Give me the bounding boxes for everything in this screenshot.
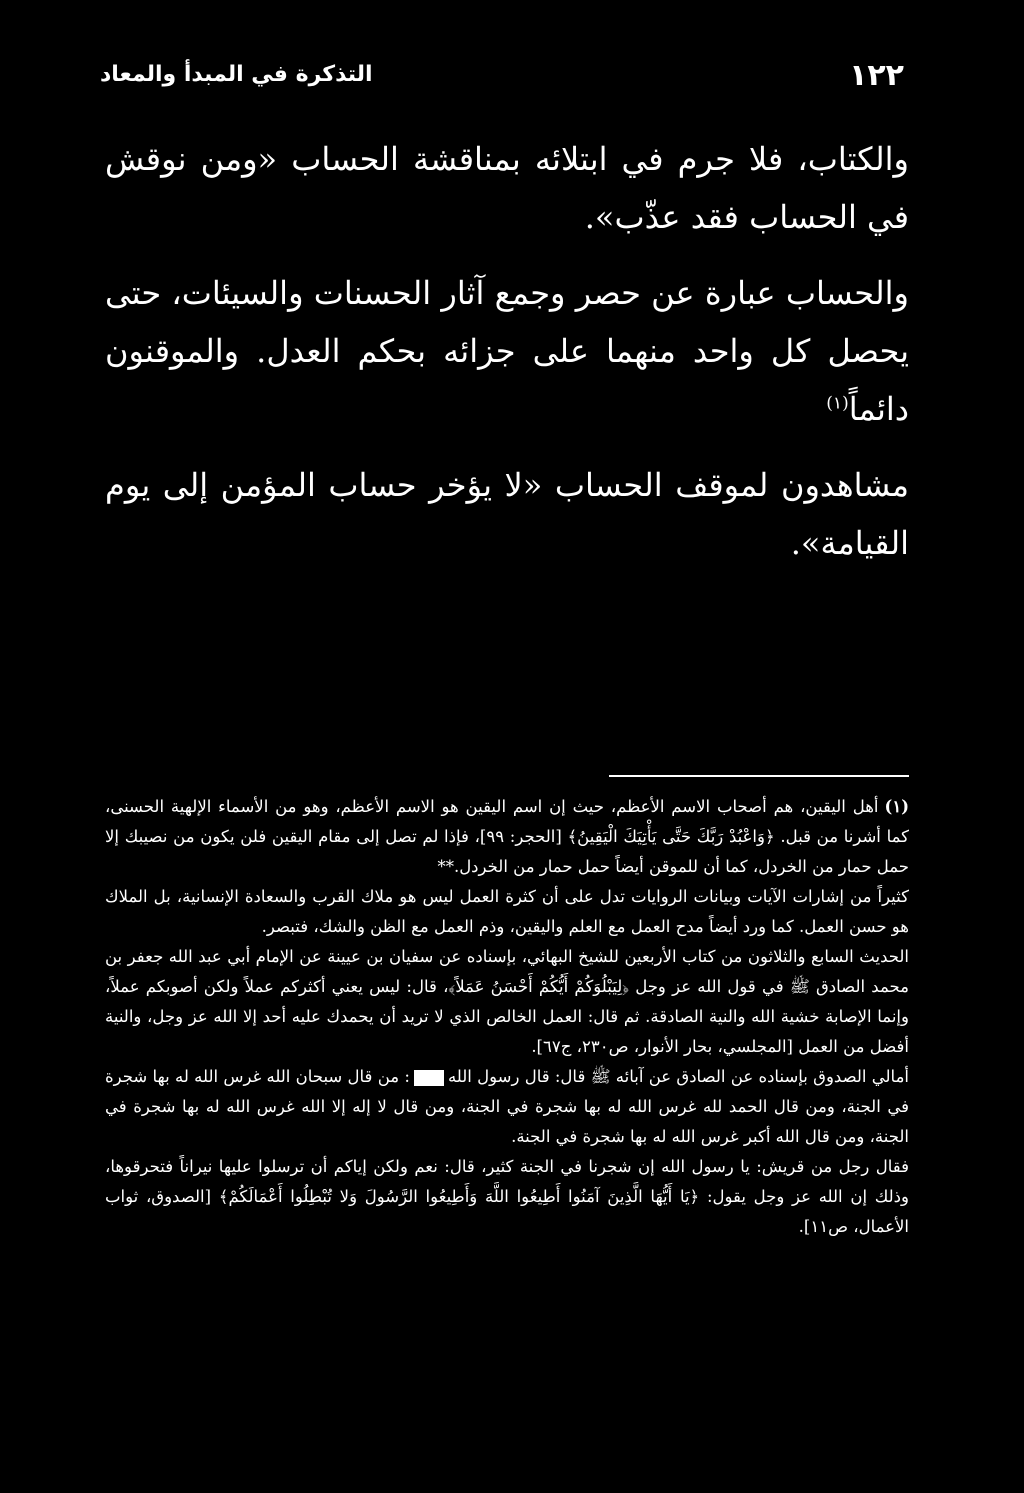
footnote: أمالي الصدوق بإسناده عن الصادق عن آبائه ﷺ قال: قال رسول الله: من قال سبحان الله غرس الله له بها شجرة في الجنة، ومن قال الحمد لله غرس الله له بها شجرة في الجنة، ومن قال لا إله إلا الله غرس الله له بها شجرة في الجنة، ومن قال الله أكبر غرس الله له بها شجرة في الجنة. (105, 1067, 910, 1146)
footnote: كثيراً من إشارات الآيات وبيانات الروايات تدل على أن كثرة العمل ليس هو ملاك القرب والسعادة الإنسانية، بل الملاك هو حسن العمل. كما ورد أيضاً مدح العمل مع العلم واليقين، وذم العمل مع الظن والشك، فتبصر. (105, 887, 909, 936)
page-number: ١٢٢ (849, 58, 904, 93)
footnotes (105, 792, 909, 1242)
footnote-separator (609, 775, 909, 777)
footnote-ref: (١) (826, 393, 849, 414)
footnote-number: (١) (884, 797, 909, 816)
footnote: فقال رجل من قريش: يا رسول الله إن شجرنا في الجنة كثير، قال: نعم ولكن إياكم أن ترسلوا عليها نيراناً فتحرقوها، وذلك إن الله عز وجل يقول: ﴿يَا أَيُّهَا الَّذِينَ آمَنُوا أَطِيعُوا اللَّهَ وَأَطِيعُوا الرَّسُولَ وَلا تُبْطِلُوا أَعْمَالَكُمْ﴾ [الصدوق، ثواب الأعمال، ص١١]. (105, 1157, 909, 1236)
paragraph: والكتاب، فلا جرم في ابتلائه بمناقشة الحساب «ومن نوقش في الحساب فقد عذّب». (105, 140, 909, 236)
paragraph: والحساب عبارة عن حصر وجمع آثار الحسنات والسيئات، حتى يحصل كل واحد منهما على جزائه بحكم العدل. والموقنون دائماً$^{(١)}$ (105, 274, 909, 428)
page-header (100, 58, 904, 98)
running-title: التذكرة في المبدأ والمعاد (100, 62, 373, 87)
honorific-seal (414, 1070, 444, 1086)
paragraph: مشاهدون لموقف الحساب «لا يؤخر حساب المؤمن إلى يوم القيامة». (105, 466, 909, 562)
main-text (105, 130, 909, 590)
footnote: (١)أهل اليقين، هم أصحاب الاسم الأعظم، حيث إن اسم اليقين هو الاسم الأعظم، وهو من الأسماء الإلهية الحسنى، كما أشرنا من قبل. ﴿وَاعْبُدْ رَبَّكَ حَتَّى يَأْتِيَكَ الْيَقِينُ﴾ [الحجر: ٩٩]، فإذا لم تصل إلى مقام اليقين فلن يكون من نصيبك إلا حمل حمار من الخردل، كما أن للموقن أيضاً حمل حمار من الخردل.** (105, 797, 909, 876)
footnote: الحديث السابع والثلاثون من كتاب الأربعين للشيخ البهائي، بإسناده عن سفيان بن عيينة عن الإمام أبي عبد الله جعفر بن محمد الصادق ﷺ في قول الله عز وجل ﴿لِيَبْلُوَكُمْ أَيُّكُمْ أَحْسَنُ عَمَلاً﴾، قال: ليس يعني أكثركم عملاً ولكن أصوبكم عملاً، وإنما الإصابة خشية الله والنية الصادقة. ثم قال: العمل الخالص الذي لا تريد أن يحمدك عليه أحد إلا الله عز وجل، والنية أفضل من العمل [المجلسي، بحار الأنوار، ص٢٣٠، ج٦٧]. (105, 947, 909, 1056)
